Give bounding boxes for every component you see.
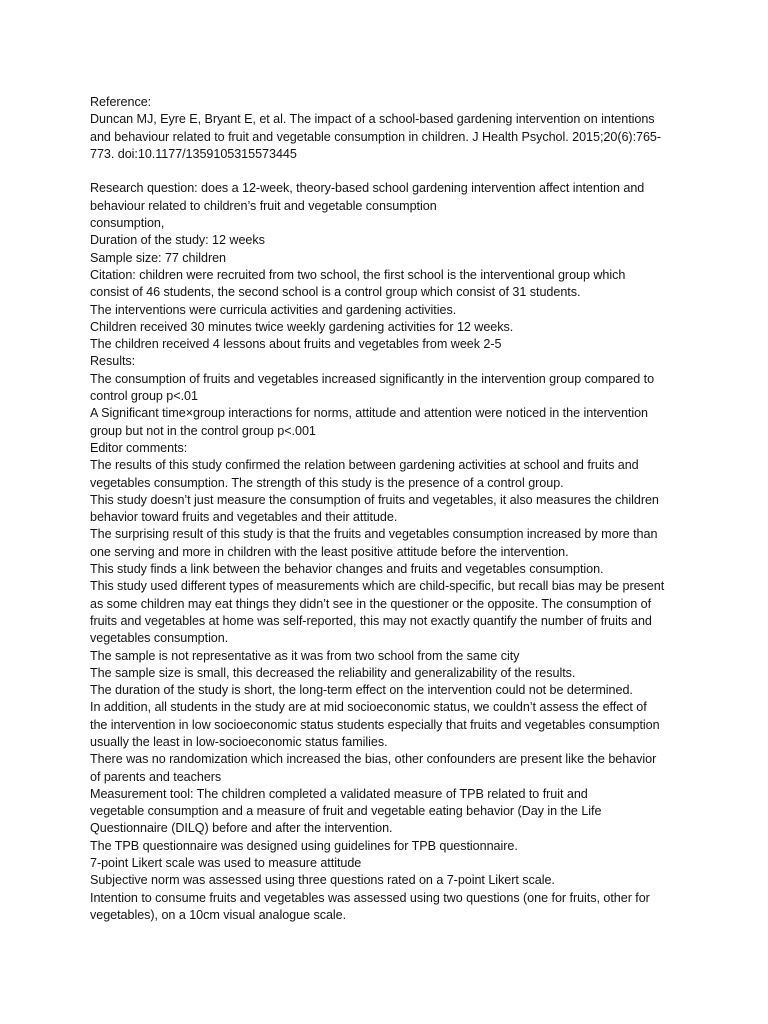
reference-line: Duncan MJ, Eyre E, Bryant E, et al. The impact of a school-based gardening intervention on intentions <box>90 112 655 127</box>
comment-line: The sample size is small, this decreased the reliability and generalizability of the results. <box>90 665 576 680</box>
comment-line: behavior toward fruits and vegetables and their attitude. <box>90 510 398 525</box>
interventions-line: The children received 4 lessons about fruits and vegetables from week 2-5 <box>90 337 502 352</box>
results-line: group but not in the control group p<.001 <box>90 423 316 438</box>
comment-line: In addition, all students in the study are at mid socioeconomic status, we couldn’t assess the effect of <box>90 700 647 715</box>
comment-line: The sample is not representative as it was from two school from the same city <box>90 648 520 663</box>
measurement-line: Subjective norm was assessed using three questions rated on a 7-point Likert scale. <box>90 873 555 888</box>
results-line: control group p<.01 <box>90 389 198 404</box>
reference-line: and behaviour related to fruit and vegetable consumption in children. J Health Psychol. 2015;20(6):765- <box>90 129 662 144</box>
comment-line: usually the least in low-socioeconomic status families. <box>90 734 388 749</box>
comment-line: the intervention in low socioeconomic status students especially that fruits and vegetables consumption <box>90 717 660 732</box>
comment-line: as some children may eat things they didn’t see in the questioner or the opposite. The consumption of <box>90 596 652 611</box>
reference-line: 773. doi:10.1177/1359105315573445 <box>90 146 297 161</box>
measurement-line: vegetables), on a 10cm visual analogue scale. <box>90 907 347 922</box>
comment-line: There was no randomization which increased the bias, other confounders are present like the behavior <box>90 752 657 767</box>
measurement-line: The TPB questionnaire was designed using guidelines for TPB questionnaire. <box>90 838 518 853</box>
research-question-line: Research question: does a 12-week, theory-based school gardening intervention affect intention and <box>90 181 645 196</box>
comment-line: This study finds a link between the behavior changes and fruits and vegetables consumption. <box>90 562 604 577</box>
measurement-line: vegetable consumption and a measure of fruit and vegetable eating behavior (Day in the Life <box>90 804 602 819</box>
comment-line: one serving and more in children with the least positive attitude before the intervention. <box>90 544 569 559</box>
reference-heading: Reference: <box>90 95 152 109</box>
comment-line: The results of this study confirmed the relation between gardening activities at school and fruits and <box>90 458 639 473</box>
measurement-line: Questionnaire (DILQ) before and after the intervention. <box>90 821 393 836</box>
measurement-line: Measurement tool: The children completed a validated measure of TPB related to fruit and <box>90 786 588 801</box>
comment-line: This study used different types of measurements which are child-specific, but recall bias may be present <box>90 579 665 594</box>
comment-line: of parents and teachers <box>90 769 222 784</box>
research-question-line: consumption, <box>90 216 165 231</box>
interventions-line: The interventions were curricula activities and gardening activities. <box>90 302 457 317</box>
comment-line: vegetables consumption. The strength of this study is the presence of a control group. <box>90 475 564 490</box>
measurement-line: Intention to consume fruits and vegetables was assessed using two questions (one for fruits, other for <box>90 890 650 905</box>
comment-line: This study doesn’t just measure the consumption of fruits and vegetables, it also measures the children <box>90 492 659 507</box>
results-line: The consumption of fruits and vegetables increased significantly in the intervention group compared to <box>90 371 655 386</box>
citation-line: consist of 46 students, the second school is a control group which consist of 31 students. <box>90 285 581 300</box>
results-line: A Significant time×group interactions for norms, attitude and attention were noticed in the intervention <box>90 406 649 421</box>
results-heading: Results: <box>90 354 136 369</box>
measurement-line: 7-point Likert scale was used to measure attitude <box>90 856 362 871</box>
comment-line: The duration of the study is short, the long-term effect on the intervention could not be determined. <box>90 683 633 698</box>
duration-line: Duration of the study: 12 weeks <box>90 233 265 248</box>
comment-line: vegetables consumption. <box>90 631 229 646</box>
sample-size-line: Sample size: 77 children <box>90 250 227 265</box>
comment-line: fruits and vegetables at home was self-reported, this may not exactly quantify the number of fruits and <box>90 613 652 628</box>
comment-line: The surprising result of this study is that the fruits and vegetables consumption increased by more than <box>90 527 658 542</box>
research-question-line: behaviour related to children’s fruit and vegetable consumption <box>90 198 437 213</box>
citation-line: Citation: children were recruited from two school, the first school is the interventional group which <box>90 267 626 282</box>
editor-comments-heading: Editor comments: <box>90 440 188 455</box>
interventions-line: Children received 30 minutes twice weekly gardening activities for 12 weeks. <box>90 319 514 334</box>
document-body <box>90 94 690 924</box>
